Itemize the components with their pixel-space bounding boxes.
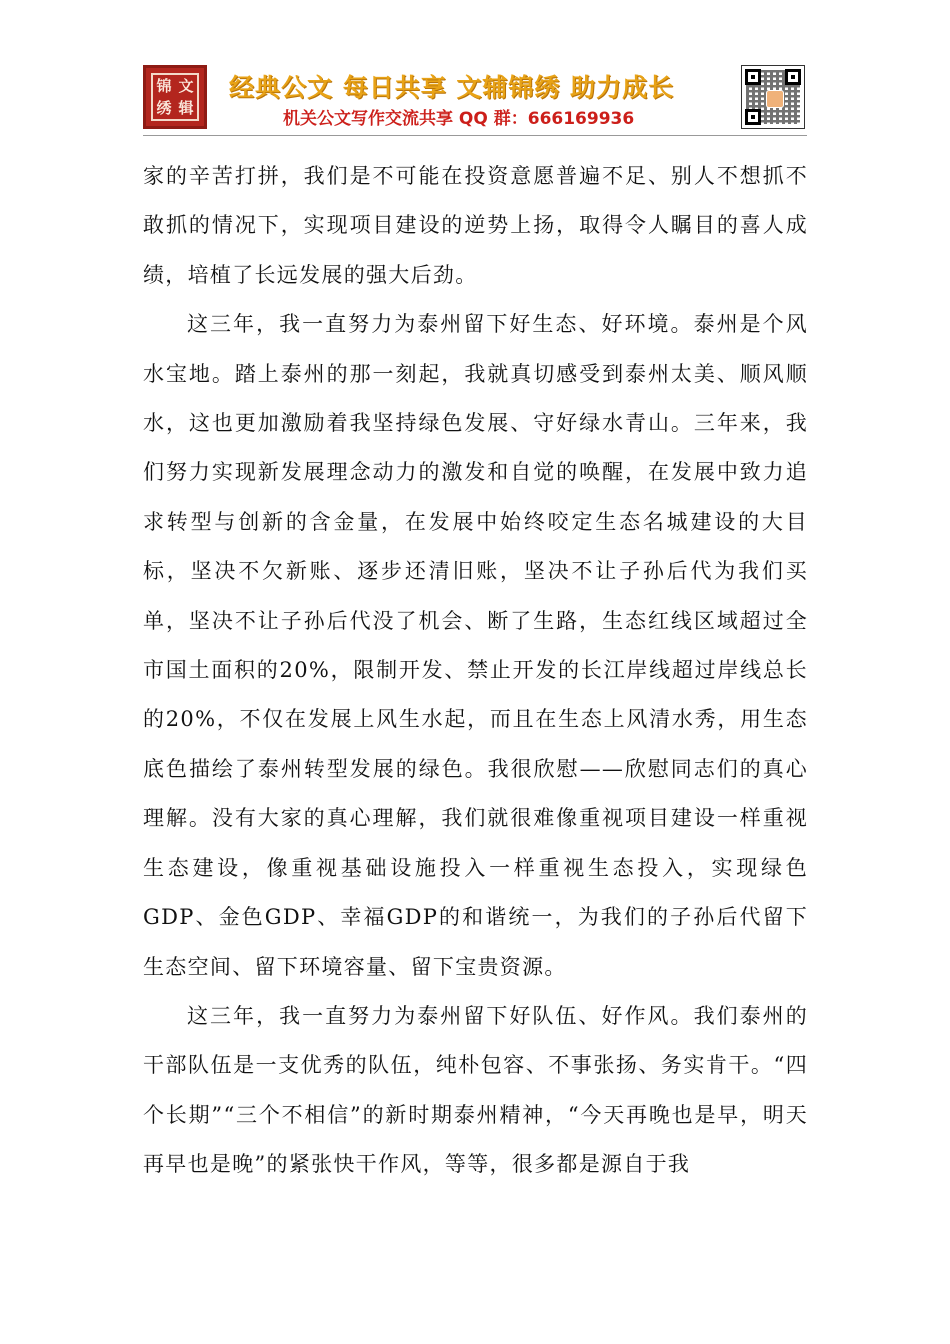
logo-char-4: 辑 xyxy=(178,98,194,117)
logo-seal-icon xyxy=(143,65,207,129)
paragraph-3: 这三年，我一直努力为泰州留下好队伍、好作风。我们泰州的干部队伍是一支优秀的队伍，纯朴包容、不事张扬、务实肯干。“四个长期”“三个不相信”的新时期泰州精神，“今天再晚也是早，明天再早也是晚”的紧张快干作风，等等，很多都是源自于我 xyxy=(143,1003,808,1177)
qr-finder-top-right xyxy=(785,69,801,85)
qr-avatar-icon xyxy=(766,90,784,108)
document-body xyxy=(143,152,808,1190)
logo-char-2: 绣 xyxy=(156,98,172,117)
logo-seal-inner xyxy=(151,73,199,121)
qr-finder-bottom-left xyxy=(745,109,761,125)
header-divider xyxy=(143,135,807,136)
page-header xyxy=(143,62,807,132)
paragraph-1: 家的辛苦打拼，我们是不可能在投资意愿普遍不足、别人不想抓不敢抓的情况下，实现项目建设的逆势上扬，取得令人瞩目的喜人成绩，培植了长远发展的强大后劲。 xyxy=(143,164,808,287)
logo-char-3: 文 xyxy=(178,76,194,95)
qr-code-icon xyxy=(741,65,805,129)
header-group-line: 机关公文写作交流共享 QQ 群：666169936 xyxy=(283,109,635,129)
logo-char-1: 锦 xyxy=(156,76,172,95)
qr-finder-top-left xyxy=(745,69,761,85)
paragraph-2: 这三年，我一直努力为泰州留下好生态、好环境。泰州是个风水宝地。踏上泰州的那一刻起，我就真切感受到泰州太美、顺风顺水，这也更加激励着我坚持绿色发展、守好绿水青山。三年来，我们努力实现新发展理念动力的激发和自觉的唤醒，在发展中致力追求转型与创新的含金量，在发展中始终咬定生态名城建设的大目标，坚决不欠新账、逐步还清旧账，坚决不让子孙后代为我们买单，坚决不让子孙后代没了机会、断了生路，生态红线区域超过全市国土面积的20%，限制开发、禁止开发的长江岸线超过岸线总长的20%，不仅在发展上风生水起，而且在生态上风清水秀，用生态底色描绘了泰州转型发展的绿色。我很欣慰——欣慰同志们的真心理解。没有大家的真心理解，我们就很难像重视项目建设一样重视生态建设，像重视基础设施投入一样重视生态投入，实现绿色GDP、金色GDP、幸福GDP的和谐统一，为我们的子孙后代留下生态空间、留下环境容量、留下宝贵资源。 xyxy=(143,312,808,979)
header-slogan: 经典公文 每日共享 文辅锦绣 助力成长 xyxy=(229,73,675,102)
